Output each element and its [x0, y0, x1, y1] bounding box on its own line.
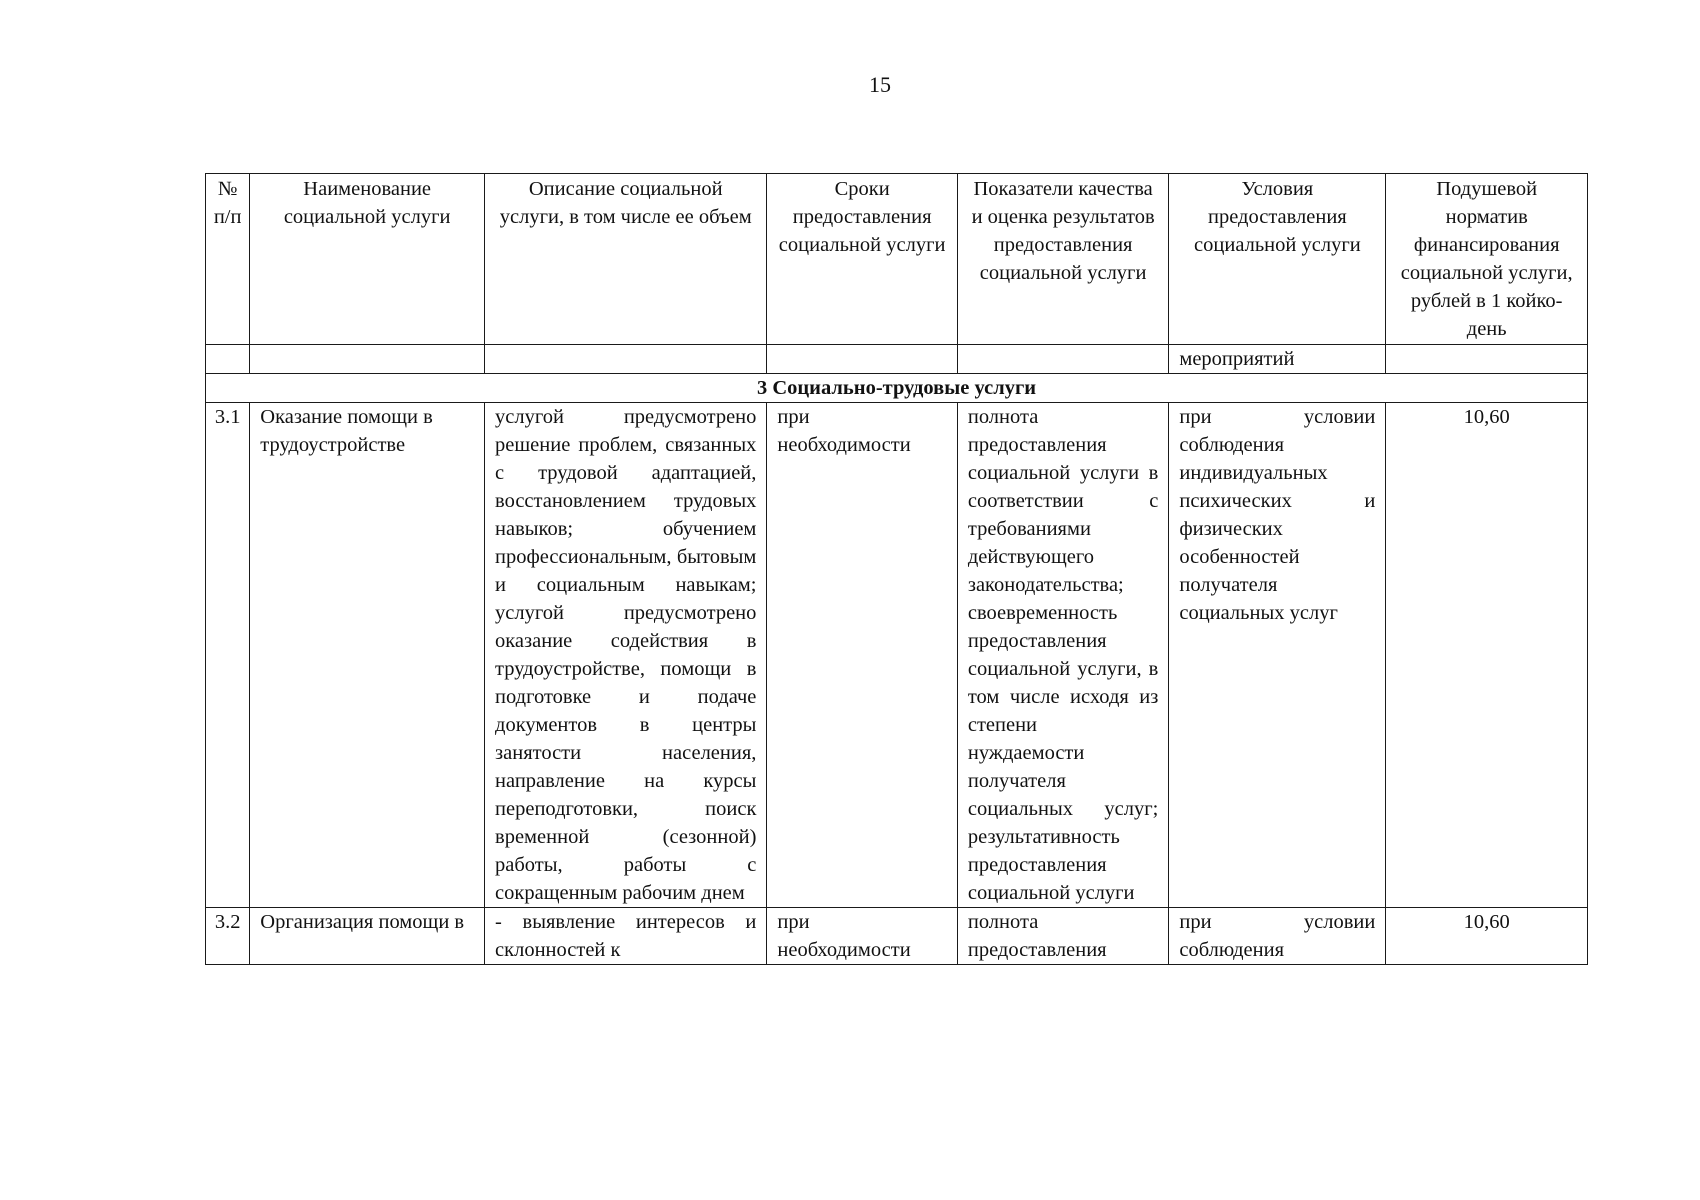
page-number: 15	[869, 72, 891, 97]
row-quality: полнота предоставления	[957, 908, 1169, 965]
continuation-conditions: мероприятий	[1169, 345, 1386, 374]
row-terms: при необходимости	[767, 908, 957, 965]
header-conditions: Условия предоставления социальной услуги	[1169, 174, 1386, 345]
section-title: 3 Социально-трудовые услуги	[206, 374, 1588, 403]
row-norm: 10,60	[1386, 403, 1588, 908]
row-quality: полнота предоставления социальной услуги в соответствии с требованиями действующего законодательства; своевременность предоставления социальной услуги, в том числе исходя из степени нуждаемости получателя социальных услуг; результативность предоставления социальной услуги	[957, 403, 1169, 908]
row-number: 3.2	[206, 908, 250, 965]
table-cell	[1386, 345, 1588, 374]
row-terms: при необходимости	[767, 403, 957, 908]
table-cell	[250, 345, 485, 374]
header-norm: Подушевой норматив финансирования социальной услуги, рублей в 1 койко-день	[1386, 174, 1588, 345]
row-conditions: при условии соблюдения индивидуальных психических и физических особенностей получателя социальных услуг	[1169, 403, 1386, 908]
row-description: - выявление интересов и склонностей к	[485, 908, 767, 965]
row-conditions: при условии соблюдения	[1169, 908, 1386, 965]
table-cell	[206, 345, 250, 374]
section-row	[206, 374, 1588, 403]
table-row	[206, 403, 1588, 908]
table-cell	[767, 345, 957, 374]
table-header-row	[206, 174, 1588, 345]
row-service-name: Организация помощи в	[250, 908, 485, 965]
header-terms: Сроки предоставления социальной услуги	[767, 174, 957, 345]
services-table	[205, 173, 1588, 965]
continuation-row	[206, 345, 1588, 374]
row-number: 3.1	[206, 403, 250, 908]
table-cell	[485, 345, 767, 374]
header-number: № п/п	[206, 174, 250, 345]
header-description: Описание социальной услуги, в том числе ее объем	[485, 174, 767, 345]
header-service-name: Наименование социальной услуги	[250, 174, 485, 345]
table-cell	[957, 345, 1169, 374]
row-description: услугой предусмотрено решение проблем, связанных с трудовой адаптацией, восстановлением трудовых навыков; обучением профессиональным, бытовым и социальным навыкам; услугой предусмотрено оказание содействия в трудоустройстве, помощи в подготовке и подаче документов в центры занятости населения, направление на курсы переподготовки, поиск временной (сезонной) работы, работы с сокращенным рабочим днем	[485, 403, 767, 908]
header-quality: Показатели качества и оценка результатов предоставления социальной услуги	[957, 174, 1169, 345]
row-norm: 10,60	[1386, 908, 1588, 965]
row-service-name: Оказание помощи в трудоустройстве	[250, 403, 485, 908]
table-row	[206, 908, 1588, 965]
